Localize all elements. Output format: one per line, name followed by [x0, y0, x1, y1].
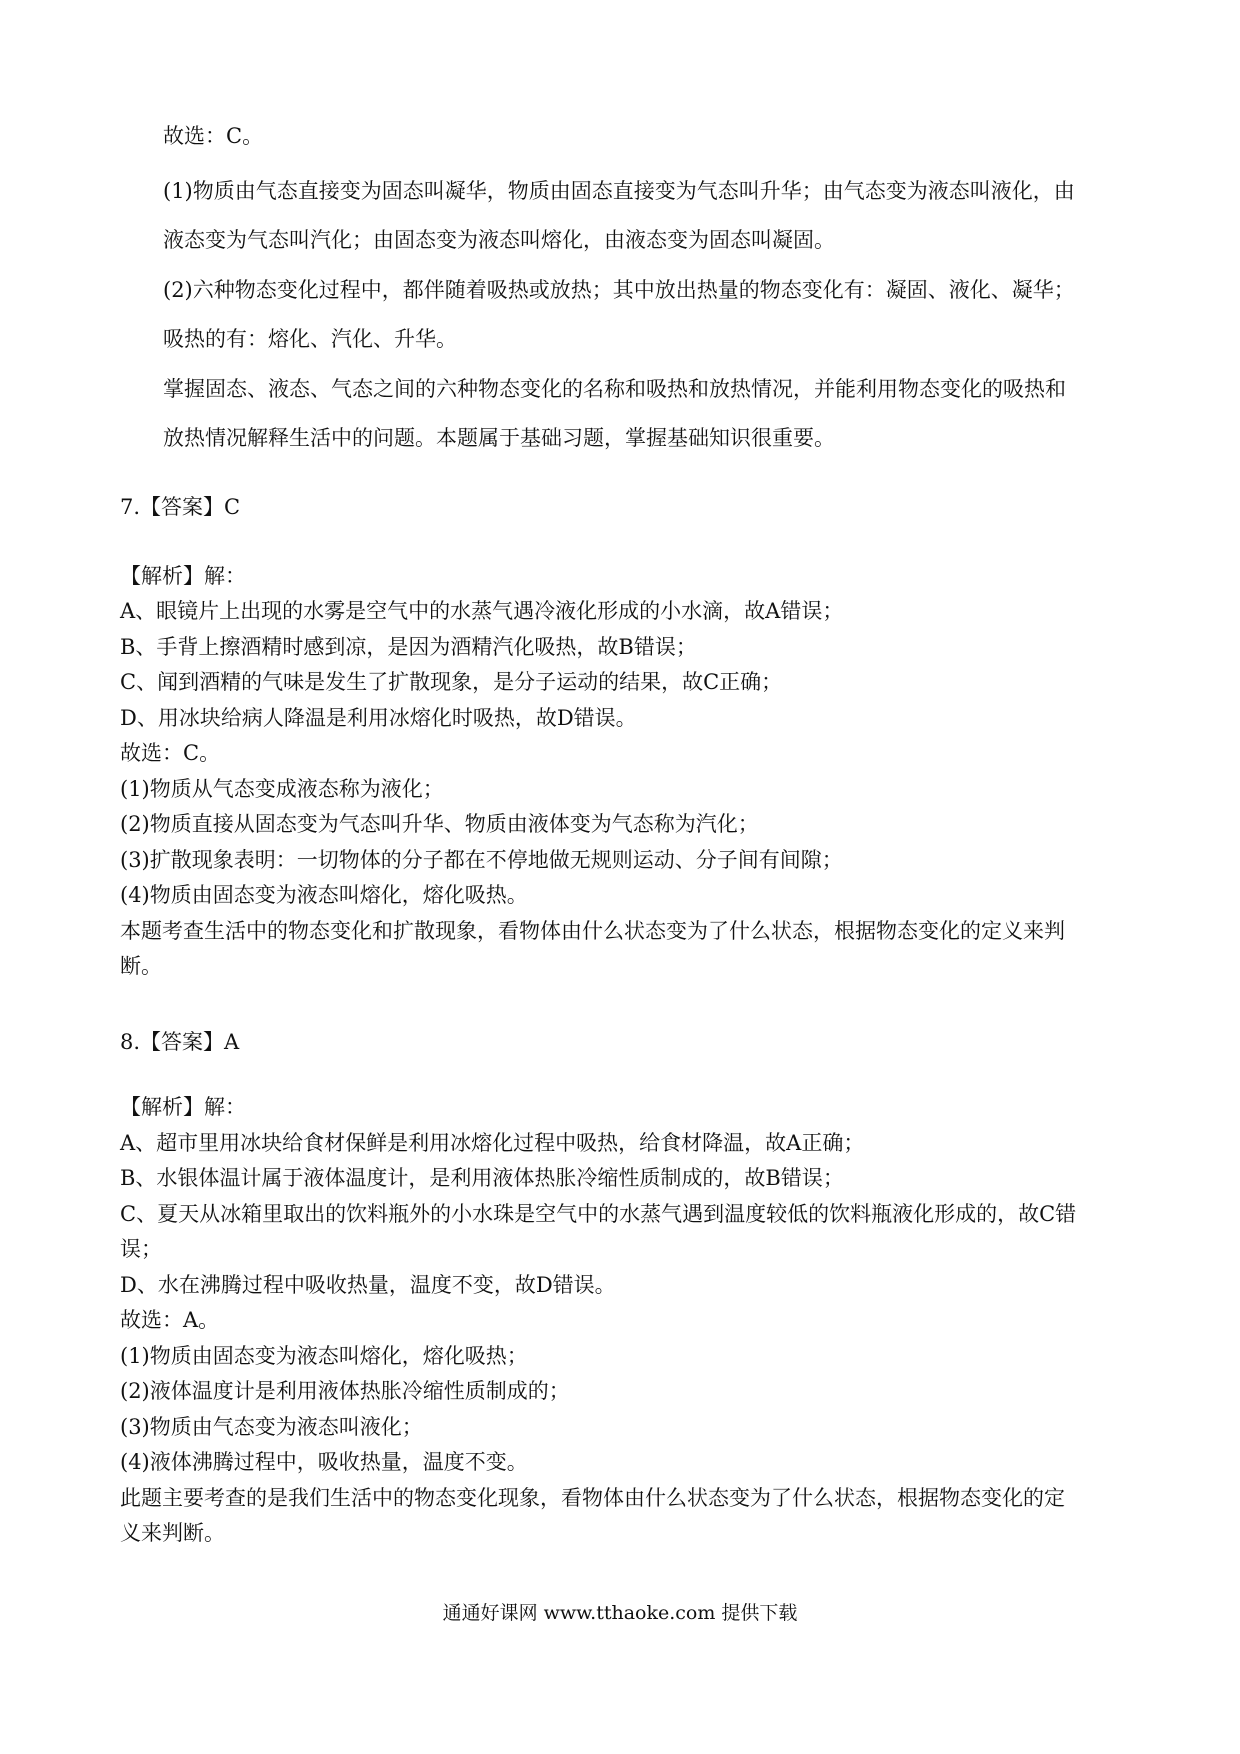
q8-option-d: D、水在沸腾过程中吸收热量，温度不变，故D错误。: [120, 1273, 616, 1297]
q7-summary-line2: 断。: [120, 954, 162, 978]
q7-note-3: (3)扩散现象表明：一切物体的分子都在不停地做无规则运动、分子间有间隙；: [120, 848, 843, 872]
intro-point1-line2: 液态变为气态叫汽化；由固态变为液态叫熔化，由液态变为固态叫凝固。: [163, 228, 835, 252]
q7-option-d: D、用冰块给病人降温是利用冰熔化时吸热，故D错误。: [120, 706, 637, 730]
q8-option-c-line1: C、夏天从冰箱里取出的饮料瓶外的小水珠是空气中的水蒸气遇到温度较低的饮料瓶液化形成的，故C错: [120, 1202, 1077, 1226]
q7-note-4: (4)物质由固态变为液态叫熔化，熔化吸热。: [120, 883, 528, 907]
q8-note-4: (4)液体沸腾过程中，吸收热量，温度不变。: [120, 1450, 528, 1474]
page-footer: 通通好课网 www.tthaoke.com 提供下载: [442, 1602, 798, 1624]
q7-analysis-label: 【解析】解：: [120, 564, 246, 588]
q8-summary-line2: 义来判断。: [120, 1521, 225, 1545]
q7-option-b: B、手背上擦酒精时感到凉，是因为酒精汽化吸热，故B错误；: [120, 635, 697, 659]
q8-analysis-label: 【解析】解：: [120, 1095, 246, 1119]
q8-option-b: B、水银体温计属于液体温度计，是利用液体热胀冷缩性质制成的，故B错误；: [120, 1166, 844, 1190]
q7-summary-line1: 本题考查生活中的物态变化和扩散现象，看物体由什么状态变为了什么状态，根据物态变化的定义来判: [120, 919, 1065, 943]
q8-conclusion: 故选：A。: [120, 1308, 220, 1332]
q7-note-2: (2)物质直接从固态变为气态叫升华、物质由液体变为气态称为汽化；: [120, 812, 759, 836]
intro-summary-line1: 掌握固态、液态、气态之间的六种物态变化的名称和吸热和放热情况，并能利用物态变化的吸热和: [163, 377, 1066, 401]
q8-note-1: (1)物质由固态变为液态叫熔化，熔化吸热；: [120, 1344, 528, 1368]
q7-option-c: C、闻到酒精的气味是发生了扩散现象，是分子运动的结果，故C正确；: [120, 670, 783, 694]
q8-option-a: A、超市里用冰块给食材保鲜是利用冰熔化过程中吸热，给食材降温，故A正确；: [120, 1131, 865, 1155]
intro-point2-line2: 吸热的有：熔化、汽化、升华。: [163, 327, 457, 351]
q7-answer-heading: 7.【答案】C: [120, 495, 241, 519]
intro-conclusion: 故选：C。: [163, 124, 264, 148]
q7-note-1: (1)物质从气态变成液态称为液化；: [120, 777, 444, 801]
q8-answer-heading: 8.【答案】A: [120, 1030, 240, 1054]
q8-summary-line1: 此题主要考查的是我们生活中的物态变化现象，看物体由什么状态变为了什么状态，根据物态变化的定: [120, 1486, 1065, 1510]
q8-option-c-line2: 误；: [120, 1237, 162, 1261]
q8-note-2: (2)液体温度计是利用液体热胀冷缩性质制成的；: [120, 1379, 570, 1403]
q8-note-3: (3)物质由气态变为液态叫液化；: [120, 1415, 423, 1439]
intro-point1-line1: (1)物质由气态直接变为固态叫凝华，物质由固态直接变为气态叫升华；由气态变为液态叫液化，由: [163, 179, 1075, 203]
q7-option-a: A、眼镜片上出现的水雾是空气中的水蒸气遇冷液化形成的小水滴，故A错误；: [120, 599, 844, 623]
intro-summary-line2: 放热情况解释生活中的问题。本题属于基础习题，掌握基础知识很重要。: [163, 426, 835, 450]
q7-conclusion: 故选：C。: [120, 741, 221, 765]
intro-point2-line1: (2)六种物态变化过程中，都伴随着吸热或放热；其中放出热量的物态变化有：凝固、液化、凝华；: [163, 278, 1075, 302]
